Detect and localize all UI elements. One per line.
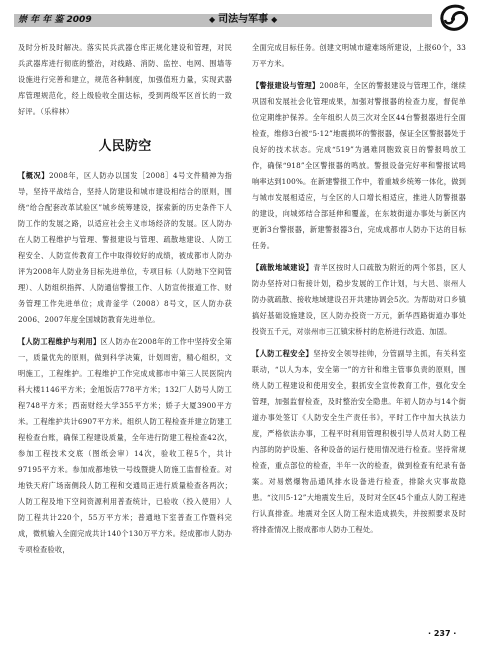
section-title [206,13,280,27]
paragraph-text: 2008年，全区的警报建设与管理工作，继续巩固和发展社会化管理成果，加强对警报器的检查力度，督促单位定期维护保养。全年组织人员三次对全区44台警报器进行全面检查，维修3台被“5·12”地震损坏的警报器，保证全区警报器处于良好的技术状态。完成“519”为遇难同胞致哀日的警报鸣放工作，确保“918”全区警报器的鸣放。警报设备完好率和警报试鸣响率达到100%。在新建警报工作中，着重城乡统筹一体化，做到与城市发展相适应，与全区的人口增长相适应，推进人防警报器的建设，向城郊结合部延伸和覆盖，在东坡街道办事处与新区内更新3台警报器，新建警报器3台，完成成都市人防办下达的目标任务。 [252,81,467,250]
paragraph-text: 青羊区按时人口疏散为附近的两个邻县，区人防办坚持对口衔接计划，稳步发展的工作计划，与大邑、崇州人防办就疏散、接收地域建设召开共建协调会5次。为帮助对口乡镇搞好基础设施建设，区人防办投资一万元，新华西路街道办事处投资五千元，对崇州市三江镇宋桥村的危桥进行改造、加固。 [252,263,466,336]
diamond-icon: ◆ [209,15,216,24]
page-number: · 237 · [428,629,457,638]
paragraph-text: 区人防办在2008年的工作中坚持安全第一，质量优先的原则，做到科学决策，计划周密，精心组织，文明施工，工程维护。工程维护工作完成成都市中第三人民医院内科大楼1146平方米；金旭饭店778平方米；132厂人防号人防工程748平方米；西南财经大学355平方米；娇子大厦3900平方米。工程维护共计6907平方米。组织人防工程检查并建立防建工程检查台账，确保工程建设质量，全年进行防建工程检查42次，参加工程技术交底（图纸会审）14次，验收工程5个，共计97195平方米。参加成都地铁一号线暨捷人防施工监督检查。对地铁天府广场南侧段人防工程和交通局正进行质量检查各两次；人防工程及地下空间资源利用普查统计，已验收（投入使用）人防工程共计220个，55万平方米；普通地下室普查工作暨科完成，微机输入全面完成共计140个130万平方米。经成都市人防办专项检查验收， [18,337,233,554]
paragraph-tag: 【人防工程维护与利用】 [18,337,101,346]
section-heading: 人民防空 [98,139,152,154]
safety-paragraph [252,346,466,538]
paragraph-tag: 【警报建设与管理】 [252,81,320,90]
yearbook-title: 崇 年 年 鉴 2009 [18,15,92,25]
paragraph-tag: 【疏散地域建设】 [252,263,314,272]
overview-paragraph [18,168,232,328]
paragraph-text: 坚持安全领导挂帅，分管副导主抓，有关科室联动，“以人为本，安全第一”的方针和维主管事负责的原则，围绕人防工程建设和使用安全，狠抓安全宣传教育工作，强化安全管理，加强监督检查，及时整治安全隐患。年初人防办与14个街道办事处签订《人防安全生产责任书》，平时工作中加大执法力度，严格依法办事，工程平时利用管理积极引导人员对人防工程内部的防护设施、各种设备的运行使用情况进行检查。坚持常规检查，重点部位的检查，半年一次的检查，做到检查有纪录有备案。对易燃爆物品通风排水设备进行检查，排除火灾事故隐患。“汶川5·12”大地震发生后，及时对全区45个重点人防工程进行认真排查。地震对全区人防工程未造成损失，并按照要求及时将排查情况上报成都市人防办工程处。 [252,349,466,534]
right-column [252,40,466,544]
swirl-logo-icon [436,4,470,34]
continued-paragraph: 全面完成目标任务。创建文明城市避难场所建设，上报60个，33万平方米。 [252,43,466,68]
diamond-icon: ◆ [271,15,278,24]
evacuation-paragraph [252,260,466,340]
continued-paragraph: 及时分析及时解决。落实民兵武器仓库正规化建设和管理，对民兵武器库进行彻底的整治，对线路、消防、监控、电网、围墙等设施进行完善和建立，规范各种制度，加强值班力量，实现武器库管理规范化，经上级验收全面达标，受到两级军区首长的一致好评。（乐梓林） [18,43,232,116]
alarm-paragraph [252,78,466,254]
maintenance-paragraph [18,334,232,558]
section-title-text: 司法与军事 [218,14,269,25]
paragraph-text: 2008年，区人防办以国发［2008］4号文件精神为指导，坚持平战结合，坚持人防建设和城市建设相结合的原则，围绕“给合配套改革试验区”城乡统筹建设，探索新的历史条件下人防工作的发展之路，以适应社会主义市场经济的发展。区人防办在人防工程维护与管理、警报建设与管理、疏散地建设、人防工程安全、人防宣传教育工作中取得较好的成绩，被成都市人防办评为2008年人防业务目标先进单位，专项目标（人防地下空间管理）、人防组织指挥、人防通信警报工作、人防宣传报道工作、财务管理工作先进单位；成青釜学（2008）8号文，区人防办获2006、2007年度全国城防教育先进单位。 [18,171,232,324]
paragraph-tag: 【概况】 [18,171,49,180]
left-column [18,40,232,564]
page-header [0,0,480,32]
paragraph-tag: 【人防工程安全】 [252,349,314,358]
